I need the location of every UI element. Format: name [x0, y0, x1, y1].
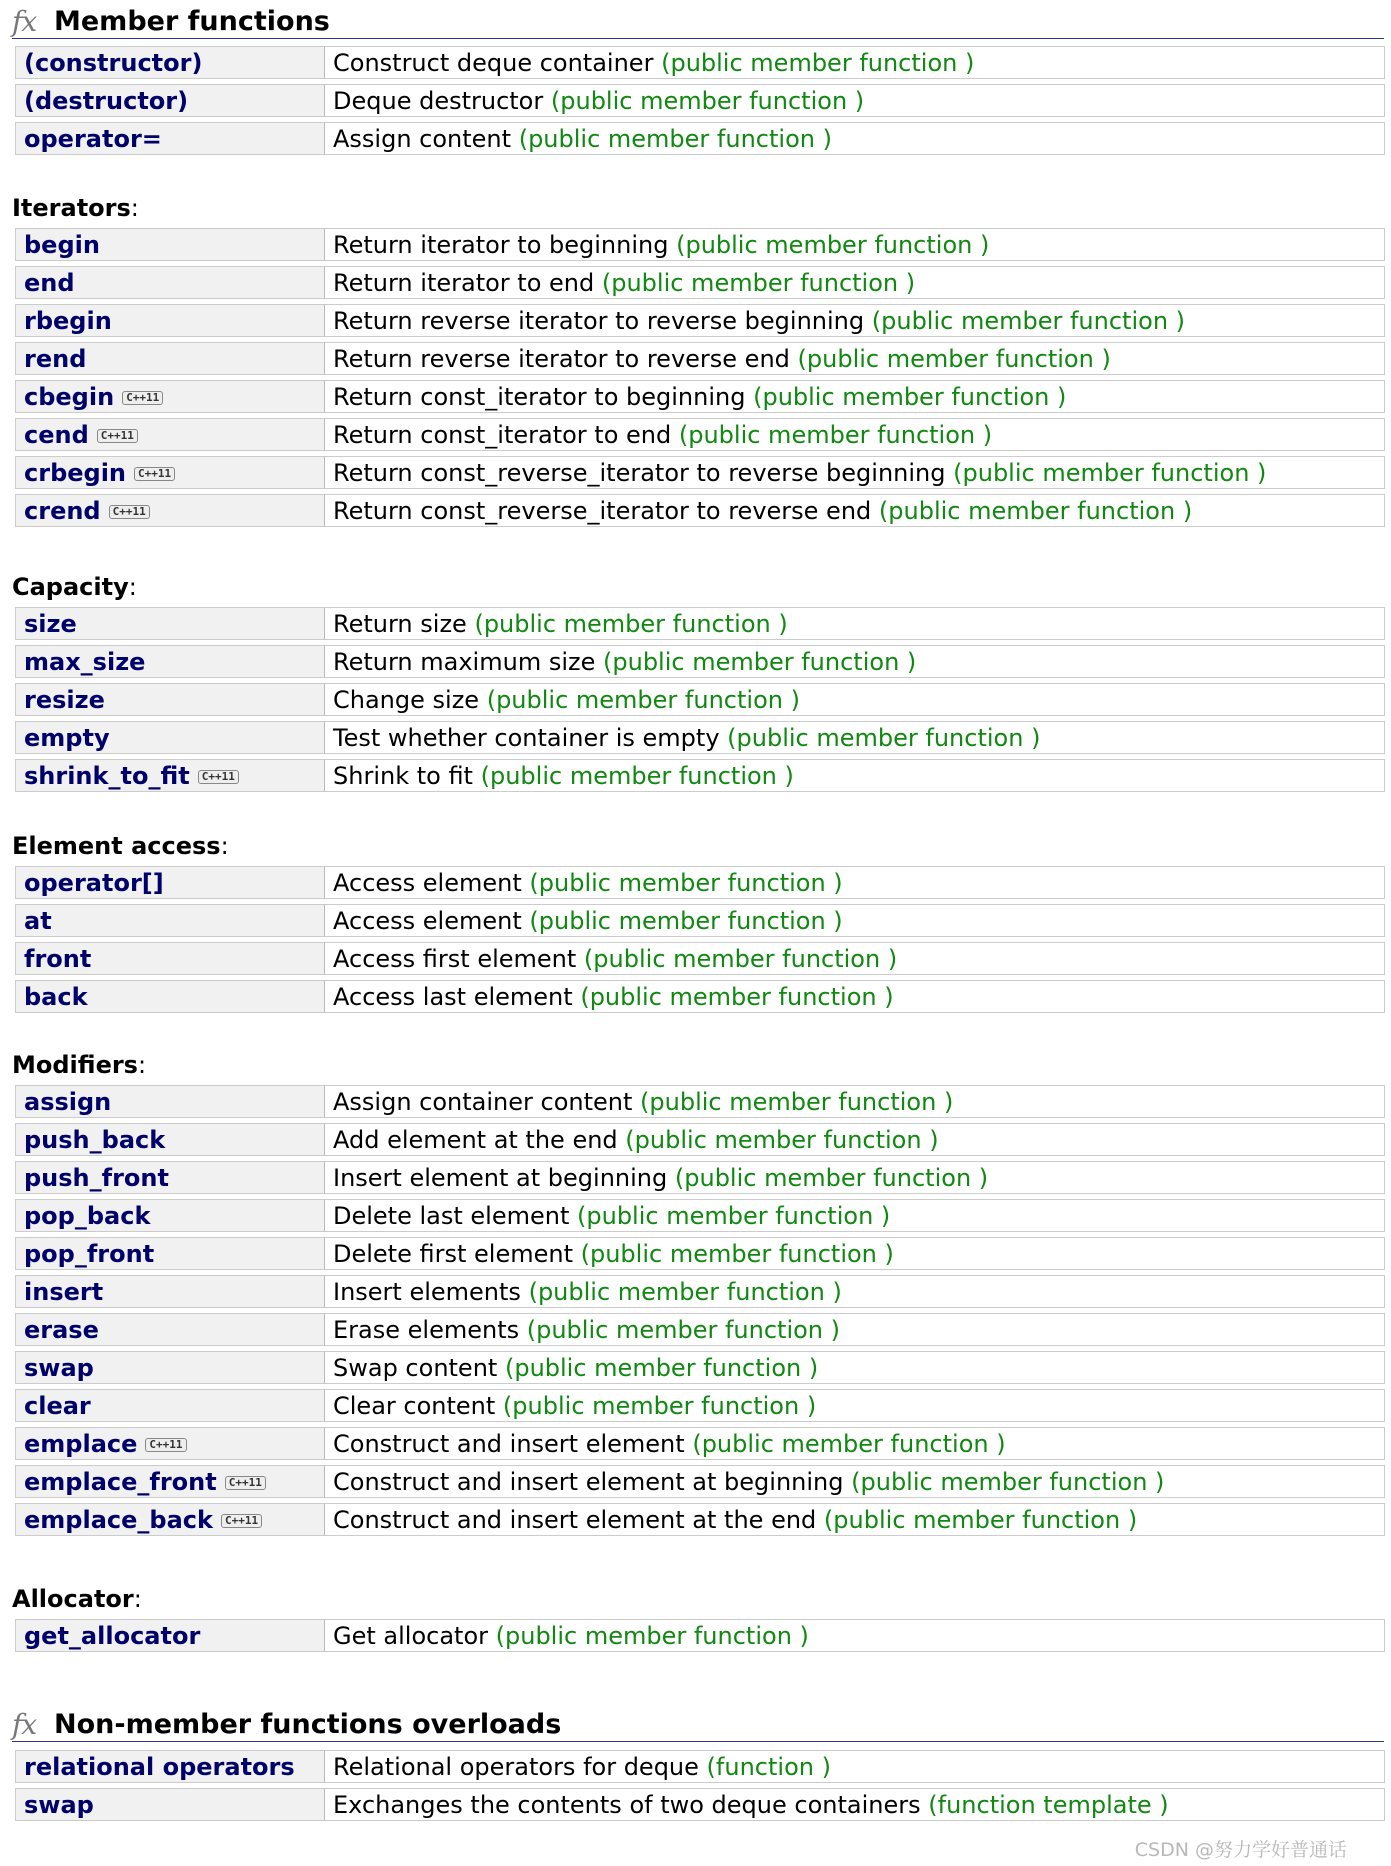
table-row — [15, 84, 1385, 117]
cpp11-badge-icon: C++11 — [225, 1476, 266, 1490]
function-link[interactable]: emplace_front — [24, 1467, 217, 1496]
member-kind-label: (public member function ) — [580, 1239, 894, 1268]
table-row — [15, 1123, 1385, 1156]
description-text: Shrink to fit — [333, 761, 481, 790]
table-row — [15, 1503, 1385, 1536]
function-description-cell — [325, 721, 1385, 754]
function-name-cell — [15, 46, 325, 79]
capacity-heading: Capacity: — [12, 573, 137, 601]
function-link[interactable]: relational operators — [24, 1752, 295, 1781]
table-row — [15, 866, 1385, 899]
function-description-cell — [325, 456, 1385, 489]
function-link[interactable]: rbegin — [24, 306, 112, 335]
member-kind-label: (public member function ) — [727, 723, 1041, 752]
function-name-cell — [15, 645, 325, 678]
function-description-cell — [325, 942, 1385, 975]
table-row — [15, 1275, 1385, 1308]
member-kind-label: (public member function ) — [603, 647, 917, 676]
description-text: Delete last element — [333, 1201, 577, 1230]
modifiers-heading: Modifiers: — [12, 1051, 147, 1079]
function-description-cell — [325, 1351, 1385, 1384]
function-description-cell — [325, 645, 1385, 678]
table-row — [15, 1237, 1385, 1270]
member-kind-label: (public member function ) — [518, 124, 832, 153]
function-description-cell — [325, 418, 1385, 451]
function-description-cell — [325, 1237, 1385, 1270]
table-row — [15, 683, 1385, 716]
function-link[interactable]: shrink_to_fit — [24, 761, 190, 790]
member-kind-label: (public member function ) — [528, 1277, 842, 1306]
function-name-cell — [15, 122, 325, 155]
function-link[interactable]: clear — [24, 1391, 91, 1420]
member-kind-label: (public member function ) — [529, 906, 843, 935]
member-kind-label: (public member function ) — [678, 420, 993, 449]
function-description-cell — [325, 1123, 1385, 1156]
function-link[interactable]: swap — [24, 1353, 94, 1382]
function-description-cell — [325, 1085, 1385, 1118]
member-kind-label: (public member function ) — [486, 685, 800, 714]
function-name-cell — [15, 418, 325, 451]
member-kind-label: (public member function ) — [480, 761, 794, 790]
description-text: Insert elements — [333, 1277, 529, 1306]
function-description-cell — [325, 1389, 1385, 1422]
function-description-cell — [325, 494, 1385, 527]
function-name-cell — [15, 342, 325, 375]
function-link[interactable]: insert — [24, 1277, 104, 1306]
table-row — [15, 494, 1385, 527]
function-description-cell — [325, 1788, 1385, 1821]
table-row — [15, 942, 1385, 975]
function-name-cell — [15, 1351, 325, 1384]
function-link[interactable]: push_front — [24, 1163, 169, 1192]
nonmember-table — [15, 1745, 1385, 1826]
function-description-cell — [325, 759, 1385, 792]
watermark: CSDN @努力学好普通话 — [1134, 1839, 1347, 1861]
cpp11-badge-icon: C++11 — [221, 1514, 262, 1528]
table-row — [15, 759, 1385, 792]
member-kind-label: (public member function ) — [823, 1505, 1138, 1534]
table-row — [15, 418, 1385, 451]
member-kind-label: (public member function ) — [529, 868, 843, 897]
function-name-cell — [15, 1199, 325, 1232]
member-kind-label: (public member function ) — [601, 268, 916, 297]
function-link[interactable]: at — [24, 906, 52, 935]
member-kind-label: (function template ) — [928, 1790, 1169, 1819]
table-row — [15, 1619, 1385, 1652]
function-name-cell — [15, 942, 325, 975]
function-name-cell — [15, 266, 325, 299]
description-text: Relational operators for deque — [333, 1752, 707, 1781]
function-name-cell — [15, 1788, 325, 1821]
member-kind-label: (public member function ) — [661, 48, 975, 77]
table-row — [15, 607, 1385, 640]
member-kind-label: (public member function ) — [753, 382, 1067, 411]
function-name-cell — [15, 1465, 325, 1498]
description-text: Delete first element — [333, 1239, 581, 1268]
table-row — [15, 1389, 1385, 1422]
function-description-cell — [325, 1427, 1385, 1460]
description-text: Assign content — [333, 124, 519, 153]
table-row — [15, 122, 1385, 155]
member-functions-section — [12, 4, 1384, 39]
table-row — [15, 304, 1385, 337]
function-link[interactable]: empty — [24, 723, 110, 752]
description-text: Return const_iterator to beginning — [333, 382, 754, 411]
function-link[interactable]: swap — [24, 1790, 94, 1819]
member-kind-label: (public member function ) — [692, 1429, 1006, 1458]
function-name-cell — [15, 980, 325, 1013]
function-name-cell — [15, 1389, 325, 1422]
function-link[interactable]: operator[] — [24, 868, 164, 897]
function-link[interactable]: crend — [24, 496, 101, 525]
member-kind-label: (function ) — [706, 1752, 831, 1781]
table-row — [15, 721, 1385, 754]
description-text: Change size — [333, 685, 487, 714]
function-link[interactable]: crbegin — [24, 458, 127, 487]
member-kind-label: (public member function ) — [474, 609, 788, 638]
function-description-cell — [325, 228, 1385, 261]
description-text: Access last element — [333, 982, 581, 1011]
function-link[interactable]: max_size — [24, 647, 146, 676]
function-description-cell — [325, 380, 1385, 413]
cpp11-badge-icon: C++11 — [145, 1438, 186, 1452]
table-row — [15, 266, 1385, 299]
function-description-cell — [325, 980, 1385, 1013]
function-name-cell — [15, 1275, 325, 1308]
function-name-cell — [15, 380, 325, 413]
function-name-cell — [15, 84, 325, 117]
member-kind-label: (public member function ) — [577, 1201, 891, 1230]
member-functions-title: Member functions — [54, 5, 330, 37]
function-link[interactable]: size — [24, 609, 77, 638]
table-row — [15, 1161, 1385, 1194]
description-text: Return reverse iterator to reverse end — [333, 344, 798, 373]
table-row — [15, 1427, 1385, 1460]
function-link[interactable]: operator= — [24, 124, 162, 153]
function-description-cell — [325, 683, 1385, 716]
description-text: Construct and insert element at the end — [333, 1505, 824, 1534]
description-text: Return maximum size — [333, 647, 603, 676]
cpp11-badge-icon: C++11 — [134, 467, 175, 481]
function-name-cell — [15, 1123, 325, 1156]
function-description-cell — [325, 1275, 1385, 1308]
description-text: Return size — [333, 609, 475, 638]
function-link[interactable]: (constructor) — [24, 48, 203, 77]
function-name-cell — [15, 721, 325, 754]
table-row — [15, 1351, 1385, 1384]
function-icon: fx — [12, 4, 37, 38]
description-text: Construct deque container — [333, 48, 662, 77]
allocator-table — [15, 1614, 1385, 1657]
function-description-cell — [325, 607, 1385, 640]
member-kind-label: (public member function ) — [674, 1163, 989, 1192]
member-kind-label: (public member function ) — [797, 344, 1111, 373]
function-link[interactable]: front — [24, 944, 92, 973]
allocator-heading: Allocator: — [12, 1585, 142, 1613]
function-description-cell — [325, 266, 1385, 299]
cpp11-badge-icon: C++11 — [122, 391, 163, 405]
function-link[interactable]: pop_front — [24, 1239, 155, 1268]
function-description-cell — [325, 1161, 1385, 1194]
function-description-cell — [325, 122, 1385, 155]
function-description-cell — [325, 1503, 1385, 1536]
table-row — [15, 1788, 1385, 1821]
description-text: Return reverse iterator to reverse beginning — [333, 306, 872, 335]
function-link[interactable]: (destructor) — [24, 86, 189, 115]
table-row — [15, 46, 1385, 79]
description-text: Access element — [333, 868, 530, 897]
function-link[interactable]: push_back — [24, 1125, 166, 1154]
table-row — [15, 1313, 1385, 1346]
function-link[interactable]: cbegin — [24, 382, 115, 411]
function-description-cell — [325, 342, 1385, 375]
function-name-cell — [15, 1237, 325, 1270]
description-text: Return const_reverse_iterator to reverse beginning — [333, 458, 954, 487]
description-text: Exchanges the contents of two deque containers — [333, 1790, 929, 1819]
function-name-cell — [15, 494, 325, 527]
member-kind-label: (public member function ) — [676, 230, 990, 259]
member-kind-label: (public member function ) — [640, 1087, 954, 1116]
member-kind-label: (public member function ) — [502, 1391, 817, 1420]
function-name-cell — [15, 1161, 325, 1194]
member-kind-label: (public member function ) — [580, 982, 894, 1011]
function-link[interactable]: end — [24, 268, 75, 297]
function-name-cell — [15, 228, 325, 261]
element-access-table — [15, 861, 1385, 1018]
table-row — [15, 904, 1385, 937]
member-kind-label: (public member function ) — [871, 306, 1186, 335]
function-name-cell — [15, 866, 325, 899]
function-description-cell — [325, 904, 1385, 937]
description-text: Erase elements — [333, 1315, 527, 1344]
member-kind-label: (public member function ) — [625, 1125, 939, 1154]
member-kind-label: (public member function ) — [583, 944, 898, 973]
description-text: Swap content — [333, 1353, 505, 1382]
description-text: Return const_iterator to end — [333, 420, 679, 449]
description-text: Return iterator to end — [333, 268, 602, 297]
section-title — [12, 4, 1384, 39]
cpp11-badge-icon: C++11 — [109, 505, 150, 519]
member-kind-label: (public member function ) — [851, 1467, 1165, 1496]
section-title — [12, 1707, 1384, 1742]
table-row — [15, 380, 1385, 413]
function-description-cell — [325, 1750, 1385, 1783]
table-row — [15, 1465, 1385, 1498]
cpp11-badge-icon: C++11 — [97, 429, 138, 443]
description-text: Construct and insert element at beginning — [333, 1467, 852, 1496]
function-link[interactable]: pop_back — [24, 1201, 151, 1230]
function-link[interactable]: erase — [24, 1315, 99, 1344]
function-name-cell — [15, 1313, 325, 1346]
element-access-heading: Element access: — [12, 832, 229, 860]
description-text: Get allocator — [333, 1621, 496, 1650]
function-name-cell — [15, 456, 325, 489]
table-row — [15, 1750, 1385, 1783]
function-link[interactable]: emplace — [24, 1429, 138, 1458]
function-description-cell — [325, 1619, 1385, 1652]
function-name-cell — [15, 683, 325, 716]
function-name-cell — [15, 1750, 325, 1783]
member-kind-label: (public member function ) — [550, 86, 865, 115]
function-link[interactable]: back — [24, 982, 88, 1011]
function-name-cell — [15, 1619, 325, 1652]
function-link[interactable]: cend — [24, 420, 89, 449]
member-kind-label: (public member function ) — [495, 1621, 809, 1650]
function-description-cell — [325, 866, 1385, 899]
description-text: Test whether container is empty — [333, 723, 728, 752]
description-text: Return const_reverse_iterator to reverse end — [333, 496, 879, 525]
function-link[interactable]: begin — [24, 230, 100, 259]
function-name-cell — [15, 1085, 325, 1118]
nonmember-functions-title: Non-member functions overloads — [54, 1708, 562, 1740]
description-text: Deque destructor — [333, 86, 551, 115]
description-text: Access first element — [333, 944, 584, 973]
description-text: Clear content — [333, 1391, 503, 1420]
nonmember-functions-section — [12, 1707, 1384, 1742]
function-name-cell — [15, 304, 325, 337]
member-kind-label: (public member function ) — [953, 458, 1267, 487]
description-text: Construct and insert element — [333, 1429, 693, 1458]
function-name-cell — [15, 1503, 325, 1536]
function-link[interactable]: resize — [24, 685, 105, 714]
table-row — [15, 980, 1385, 1013]
member-kind-label: (public member function ) — [878, 496, 1193, 525]
description-text: Access element — [333, 906, 530, 935]
table-row — [15, 342, 1385, 375]
description-text: Return iterator to beginning — [333, 230, 677, 259]
function-name-cell — [15, 1427, 325, 1460]
capacity-table — [15, 602, 1385, 797]
modifiers-table — [15, 1080, 1385, 1541]
function-link[interactable]: emplace_back — [24, 1505, 213, 1534]
member-kind-label: (public member function ) — [526, 1315, 841, 1344]
table-row — [15, 645, 1385, 678]
member-top-table — [15, 41, 1385, 160]
function-icon: fx — [12, 1707, 37, 1741]
table-row — [15, 228, 1385, 261]
function-link[interactable]: rend — [24, 344, 87, 373]
iterators-heading: Iterators: — [12, 194, 139, 222]
function-description-cell — [325, 304, 1385, 337]
table-row — [15, 1085, 1385, 1118]
function-name-cell — [15, 904, 325, 937]
table-row — [15, 456, 1385, 489]
cpp11-badge-icon: C++11 — [198, 770, 239, 784]
function-description-cell — [325, 1313, 1385, 1346]
function-description-cell — [325, 1465, 1385, 1498]
function-description-cell — [325, 46, 1385, 79]
description-text: Add element at the end — [333, 1125, 626, 1154]
iterators-table — [15, 223, 1385, 532]
description-text: Insert element at beginning — [333, 1163, 675, 1192]
function-description-cell — [325, 1199, 1385, 1232]
description-text: Assign container content — [333, 1087, 641, 1116]
function-name-cell — [15, 607, 325, 640]
table-row — [15, 1199, 1385, 1232]
function-description-cell — [325, 84, 1385, 117]
function-link[interactable]: assign — [24, 1087, 112, 1116]
function-name-cell — [15, 759, 325, 792]
function-link[interactable]: get_allocator — [24, 1621, 201, 1650]
member-kind-label: (public member function ) — [504, 1353, 819, 1382]
